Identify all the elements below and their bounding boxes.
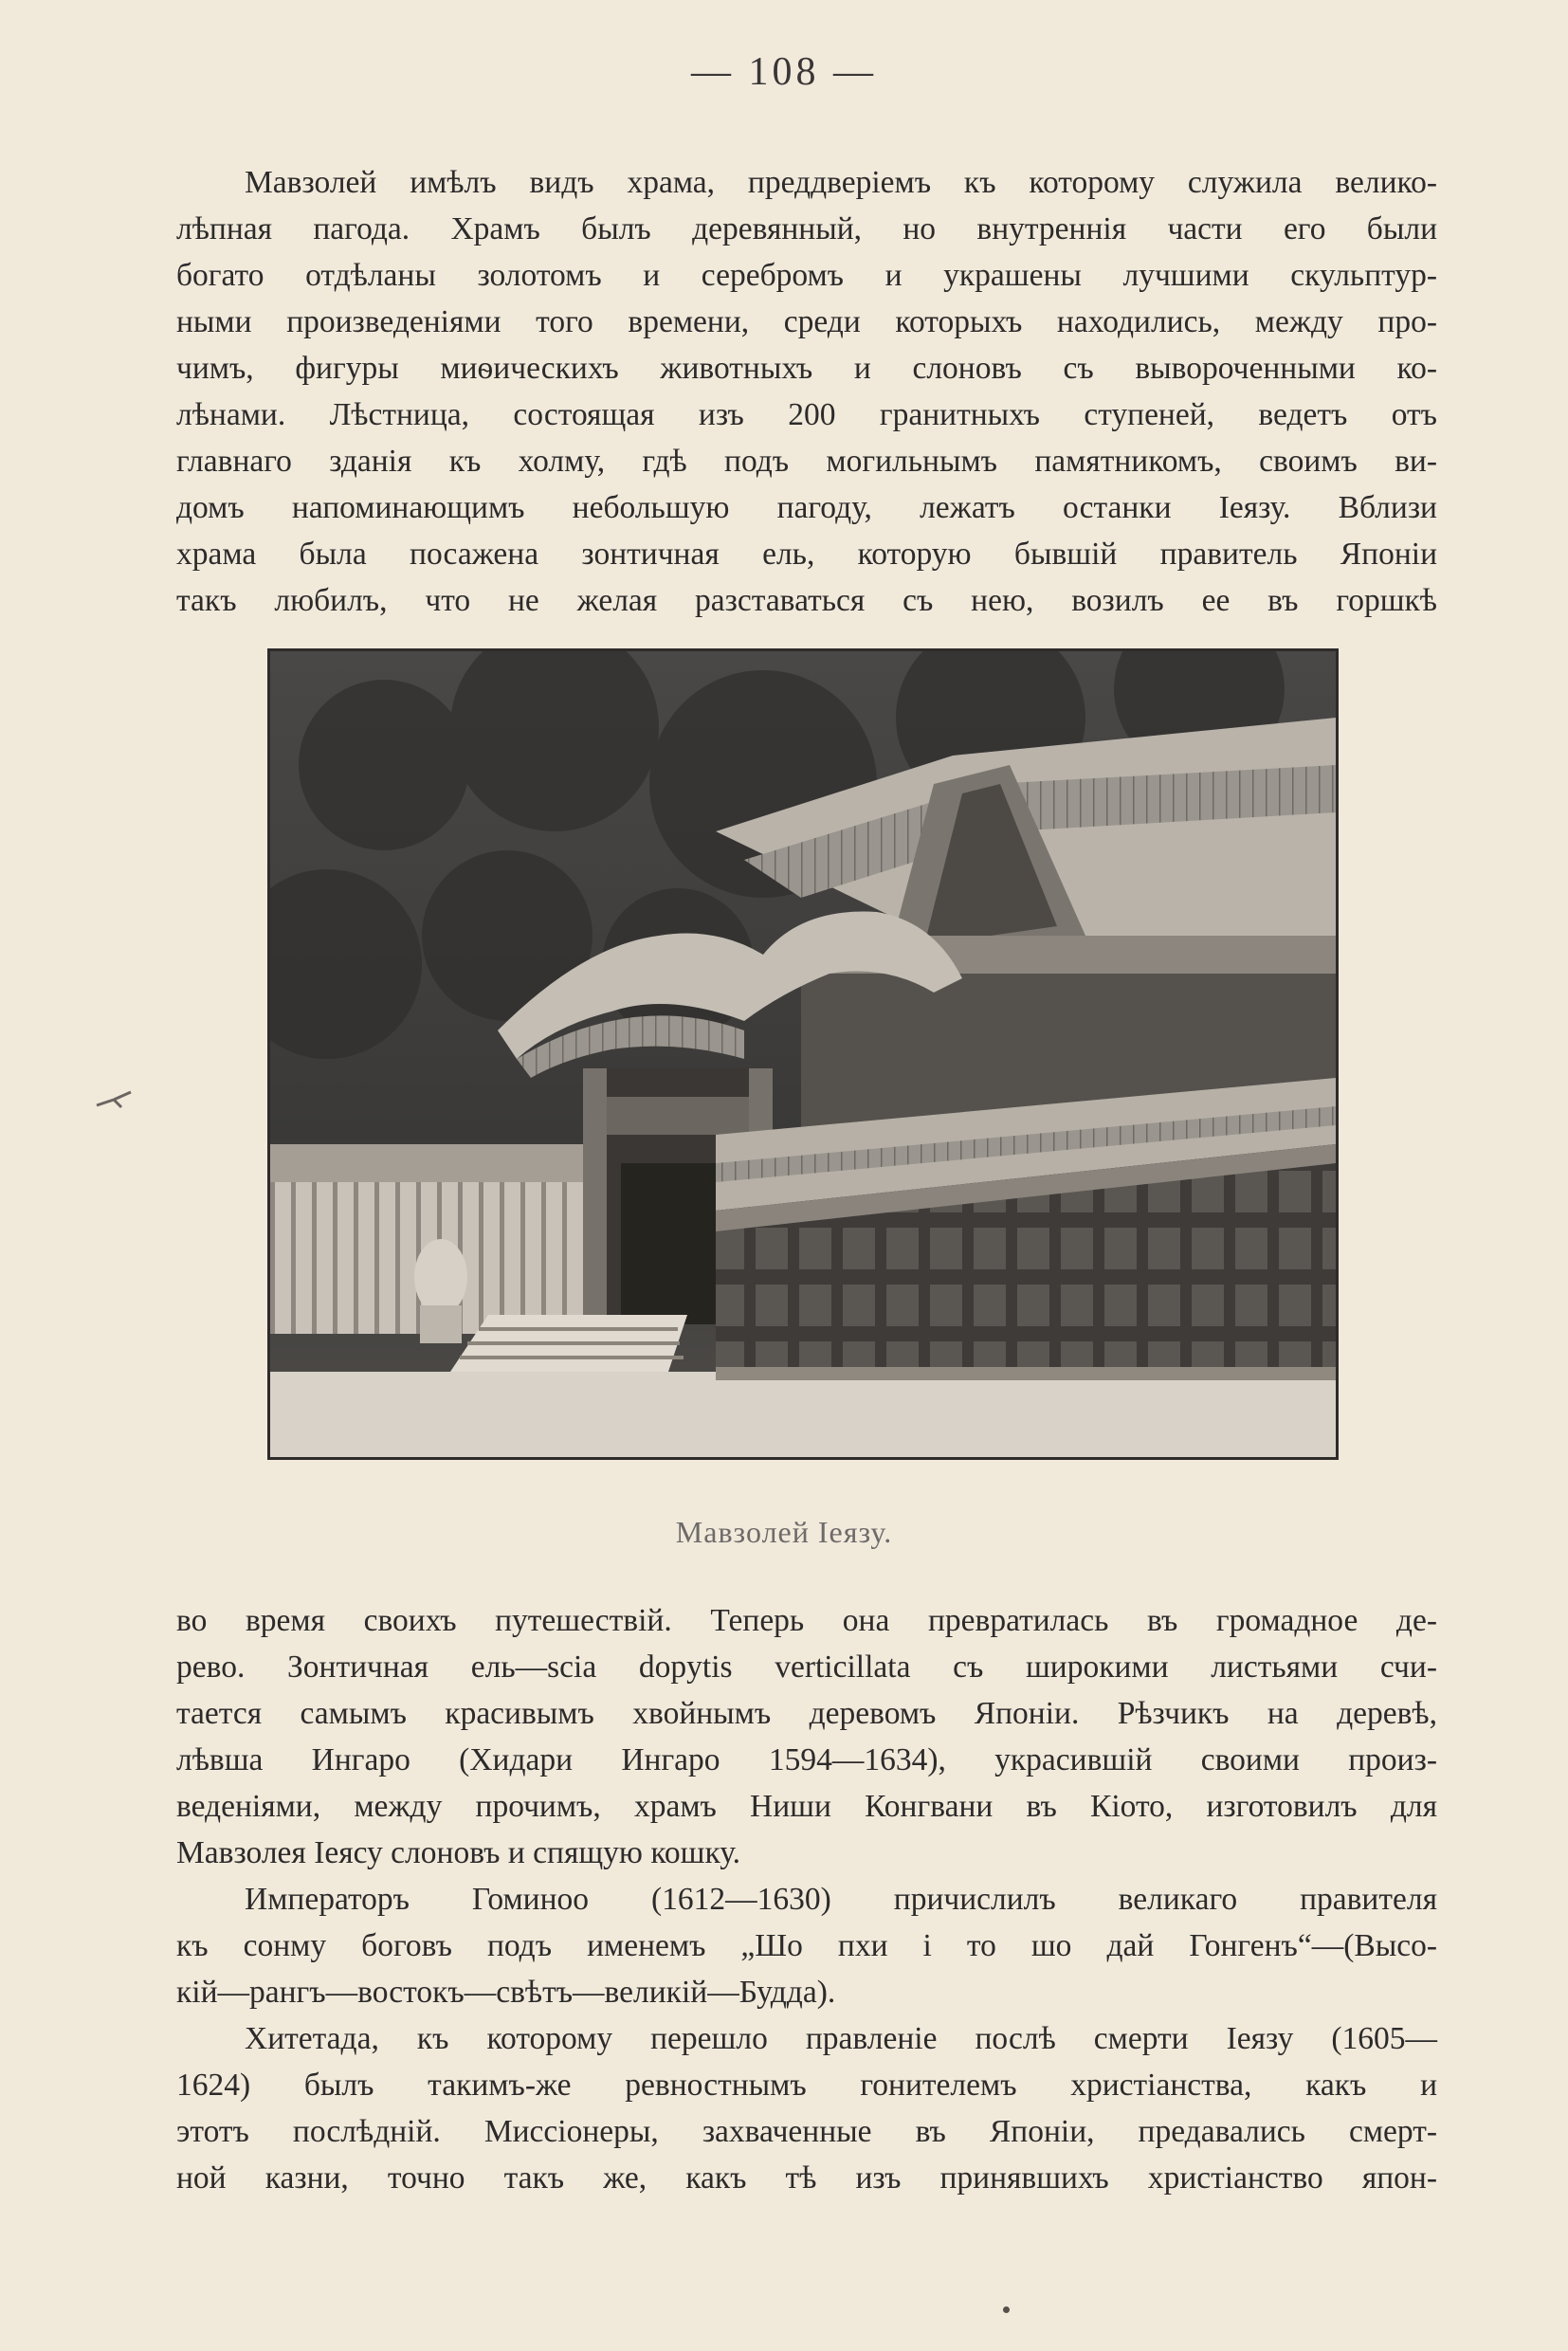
- text-line: лѣпная пагода. Храмъ былъ деревянный, но внутреннія части его были: [176, 211, 1437, 246]
- text-line: лѣвша Ингаро (Хидари Ингаро 1594—1634), украсившій своими произ-: [176, 1742, 1437, 1777]
- figure-caption: Мавзолей Іеязу.: [675, 1515, 893, 1549]
- text-line: ными произведеніями того времени, среди которыхъ находились, между про-: [176, 304, 1437, 339]
- text-line: веденіями, между прочимъ, храмъ Ниши Конгвани въ Кіото, изготовилъ для: [176, 1789, 1437, 1824]
- text-line: чимъ, фигуры миѳическихъ животныхъ и слоновъ съ вывороченными ко-: [176, 351, 1437, 386]
- text-line: этотъ послѣдній. Миссіонеры, захваченные въ Японіи, предавались смерт-: [176, 2114, 1437, 2149]
- ink-dot-mark: [1003, 2306, 1010, 2313]
- text-line: Императоръ Гоминоо (1612—1630) причислилъ великаго правителя: [245, 1882, 1437, 1917]
- text-line: ной казни, точно такъ же, какъ тѣ изъ принявшихъ христіанство япон-: [176, 2160, 1437, 2196]
- paragraph-mausoleum-description: [176, 159, 1437, 624]
- text-line: къ сонму боговъ подъ именемъ „Шо пхи і то шо дай Гонгенъ“—(Высо-: [176, 1928, 1437, 1963]
- text-line: главнаго зданія къ холму, гдѣ подъ могильнымъ памятникомъ, своимъ ви-: [176, 444, 1437, 479]
- text-line: рево. Зонтичная ель—scia dopytis verticillata съ широкими листьями счи-: [176, 1649, 1437, 1685]
- text-line: кій—рангъ—востокъ—свѣтъ—великій—Будда).: [176, 1975, 836, 2010]
- text-line: храма была посажена зонтичная ель, которую бывшій правитель Японіи: [176, 537, 1437, 572]
- mausoleum-photograph: [267, 648, 1339, 1460]
- text-line: Мавзолей имѣлъ видъ храма, преддверіемъ къ которому служила велико-: [245, 165, 1437, 200]
- text-line: домъ напоминающимъ небольшую пагоду, лежатъ останки Іеязу. Вблизи: [176, 490, 1437, 525]
- page-number: — 108 —: [691, 50, 877, 94]
- text-line: такъ любилъ, что не желая разставаться съ нею, возилъ ее въ горшкѣ: [176, 583, 1437, 618]
- text-line: Мавзолея Іеясу слоновъ и спящую кошку.: [176, 1835, 741, 1870]
- text-line: лѣнами. Лѣстница, состоящая изъ 200 гранитныхъ ступеней, ведетъ отъ: [176, 397, 1437, 432]
- text-line: во время своихъ путешествій. Теперь она превратилась въ громадное де-: [176, 1603, 1437, 1638]
- mausoleum-illustration: [270, 651, 1336, 1457]
- text-line: 1624) былъ такимъ-же ревностнымъ гонителемъ христіанства, какъ и: [176, 2068, 1437, 2103]
- text-line: богато отдѣланы золотомъ и серебромъ и украшены лучшими скульптур-: [176, 258, 1437, 293]
- main-text-continued: [176, 1597, 1437, 2201]
- text-line: тается самымъ красивымъ хвойнымъ деревомъ Японіи. Рѣзчикъ на деревѣ,: [176, 1696, 1437, 1731]
- pencil-mark-icon: [95, 1088, 135, 1111]
- text-line: Хитетада, къ которому перешло правленіе послѣ смерти Іеязу (1605—: [245, 2021, 1437, 2056]
